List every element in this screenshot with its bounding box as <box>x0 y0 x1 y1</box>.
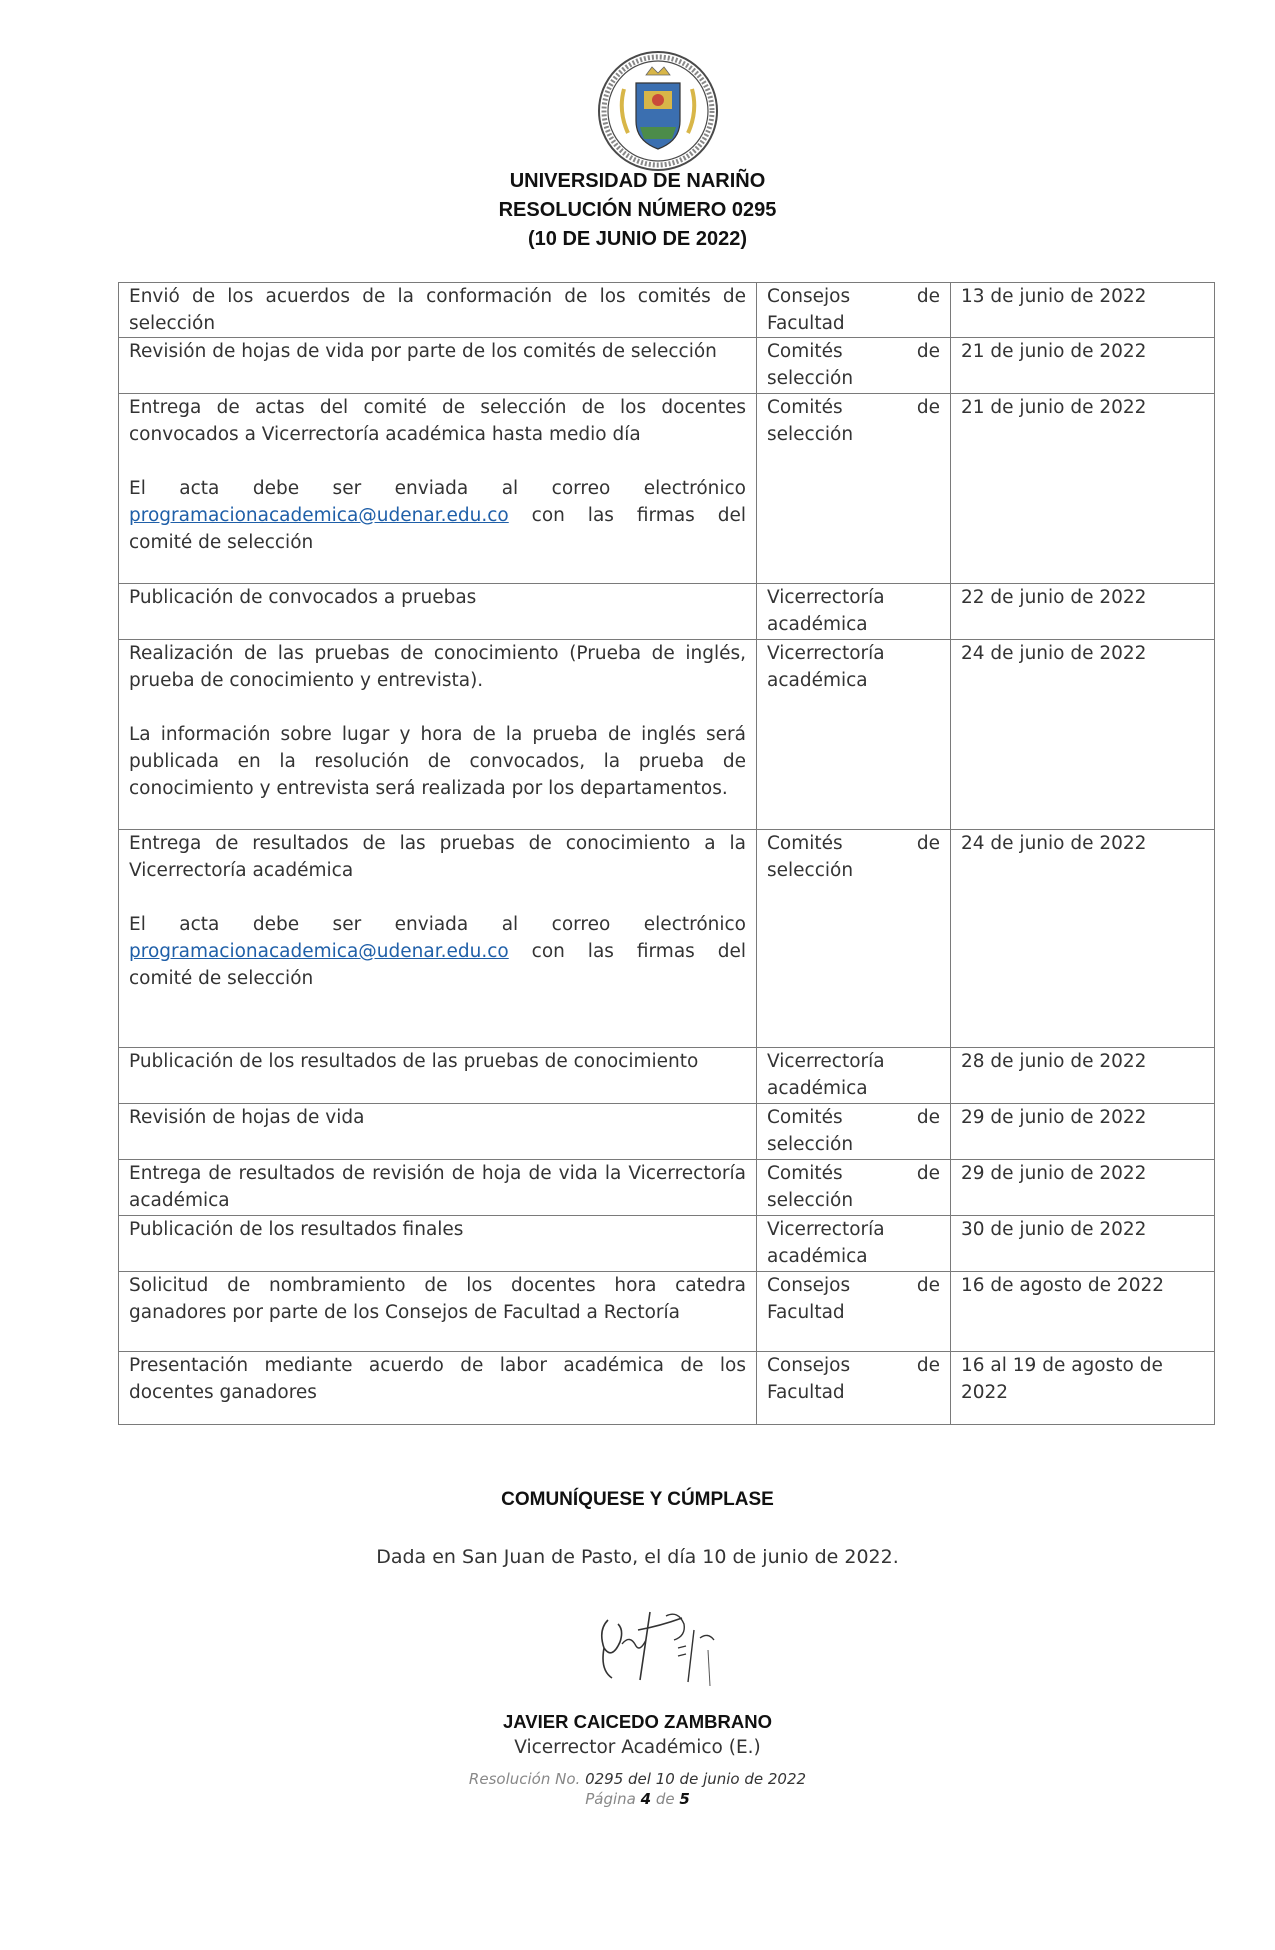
responsible-cell <box>757 830 951 1048</box>
schedule-row <box>119 640 1215 830</box>
activity-cell <box>119 283 757 338</box>
responsible-text: selección <box>767 424 854 445</box>
responsible-connector: de <box>916 341 940 362</box>
signer-name: JAVIER CAICEDO ZAMBRANO <box>503 1711 772 1732</box>
responsible-connector: de <box>916 1163 940 1184</box>
responsible-text: Comités <box>767 341 843 362</box>
responsible-cell <box>757 1216 951 1272</box>
responsible-text: selección <box>767 1190 854 1211</box>
schedule-row <box>119 338 1215 394</box>
activity-text: Realización de las pruebas de conocimiento (Prueba de inglés, prueba de conocimiento y entrevista). <box>129 643 746 691</box>
activity-text: Envió de los acuerdos de la conformación de los comités de selección <box>129 286 746 334</box>
schedule-table <box>118 282 1215 1425</box>
activity-note <box>129 475 746 556</box>
responsible-text: Vicerrectoría <box>767 1051 885 1072</box>
responsible-cell <box>757 584 951 640</box>
activity-cell <box>119 1216 757 1272</box>
activity-text: Entrega de actas del comité de selección de los docentes convocados a Vicerrectoría académica hasta medio día <box>129 397 746 445</box>
responsible-text: académica <box>767 670 868 691</box>
footer-page-number <box>0 1790 1275 1808</box>
responsible-cell <box>757 1352 951 1425</box>
responsible-text: Consejos <box>767 1355 851 1376</box>
date-cell: 29 de junio de 2022 <box>951 1160 1215 1216</box>
responsible-line <box>767 1160 940 1187</box>
responsible-cell <box>757 394 951 584</box>
schedule-row <box>119 394 1215 584</box>
activity-note <box>129 911 746 992</box>
activity-text: Publicación de los resultados finales <box>129 1219 464 1240</box>
responsible-connector: de <box>916 833 940 854</box>
responsible-text: Vicerrectoría <box>767 1219 885 1240</box>
footer-page-of: de <box>655 1790 675 1808</box>
schedule-row <box>119 1048 1215 1104</box>
responsible-text: Facultad <box>767 313 845 334</box>
activity-note-text: con las firmas del comité de selección <box>129 941 746 989</box>
responsible-text: Comités <box>767 1163 843 1184</box>
activity-text: Presentación mediante acuerdo de labor académica de los docentes ganadores <box>129 1355 746 1403</box>
resolution-number: RESOLUCIÓN NÚMERO 0295 <box>498 199 777 221</box>
responsible-text: Comités <box>767 833 843 854</box>
footer-resolution-label: Resolución No. <box>468 1770 581 1788</box>
date-cell: 21 de junio de 2022 <box>951 394 1215 584</box>
university-name: UNIVERSIDAD DE NARIÑO <box>509 170 766 192</box>
responsible-text: académica <box>767 1078 868 1099</box>
footer-page-current: 4 <box>640 1790 652 1808</box>
activity-cell <box>119 1104 757 1160</box>
responsible-connector: de <box>916 1355 940 1376</box>
closing-formula: COMUNÍQUESE Y CÚMPLASE <box>501 1489 774 1510</box>
responsible-text: Vicerrectoría <box>767 643 885 664</box>
activity-cell <box>119 830 757 1048</box>
university-seal-icon <box>596 49 720 173</box>
responsible-line <box>767 1216 940 1243</box>
responsible-cell <box>757 1104 951 1160</box>
date-cell: 24 de junio de 2022 <box>951 830 1215 1048</box>
responsible-text: académica <box>767 1246 868 1267</box>
footer-resolution <box>0 1770 1275 1788</box>
activity-cell <box>119 1272 757 1352</box>
responsible-text: selección <box>767 860 854 881</box>
responsible-line <box>767 1048 940 1075</box>
footer-page-total: 5 <box>679 1790 690 1808</box>
activity-cell <box>119 1352 757 1425</box>
responsible-text: Comités <box>767 397 843 418</box>
issued-statement: Dada en San Juan de Pasto, el día 10 de junio de 2022. <box>376 1546 899 1568</box>
schedule-row <box>119 1352 1215 1425</box>
schedule-row <box>119 1160 1215 1216</box>
responsible-line <box>767 1352 940 1379</box>
responsible-text: Facultad <box>767 1302 845 1323</box>
date-cell: 30 de junio de 2022 <box>951 1216 1215 1272</box>
responsible-line <box>767 283 940 310</box>
activity-note-text: El acta debe ser enviada al correo electrónico <box>129 478 746 499</box>
responsible-line <box>767 338 940 365</box>
activity-text: Publicación de convocados a pruebas <box>129 587 477 608</box>
footer-page-label: Página <box>585 1790 636 1808</box>
date-cell: 24 de junio de 2022 <box>951 640 1215 830</box>
signer-role: Vicerrector Académico (E.) <box>514 1737 761 1758</box>
activity-cell <box>119 394 757 584</box>
activity-note-text: El acta debe ser enviada al correo electrónico <box>129 914 746 935</box>
handwritten-signature <box>590 1590 730 1690</box>
responsible-text: Comités <box>767 1107 843 1128</box>
activity-text: Revisión de hojas de vida por parte de los comités de selección <box>129 341 717 362</box>
responsible-cell <box>757 283 951 338</box>
responsible-line <box>767 1104 940 1131</box>
activity-text: Solicitud de nombramiento de los docentes hora catedra ganadores por parte de los Consejos de Facultad a Rectoría <box>129 1275 746 1323</box>
schedule-row <box>119 283 1215 338</box>
activity-cell <box>119 584 757 640</box>
responsible-text: Consejos <box>767 286 851 307</box>
responsible-connector: de <box>916 286 940 307</box>
email-link[interactable]: programacionacademica@udenar.edu.co <box>129 941 509 962</box>
activity-text: La información sobre lugar y hora de la prueba de inglés será publicada en la resolución de convocados, la prueba de conocimiento y entrevista será realizada por los departamentos. <box>129 724 746 799</box>
responsible-text: selección <box>767 368 854 389</box>
resolution-date: (10 DE JUNIO DE 2022) <box>528 228 747 250</box>
activity-text: Revisión de hojas de vida <box>129 1107 365 1128</box>
responsible-connector: de <box>916 1107 940 1128</box>
responsible-cell <box>757 1048 951 1104</box>
date-cell: 16 de agosto de 2022 <box>951 1272 1215 1352</box>
responsible-cell <box>757 1160 951 1216</box>
schedule-row <box>119 1272 1215 1352</box>
activity-note-text: con las firmas del comité de selección <box>129 505 746 553</box>
responsible-line <box>767 584 940 611</box>
date-cell: 29 de junio de 2022 <box>951 1104 1215 1160</box>
responsible-text: Consejos <box>767 1275 851 1296</box>
responsible-cell <box>757 640 951 830</box>
activity-text: Entrega de resultados de las pruebas de conocimiento a la Vicerrectoría académica <box>129 833 746 881</box>
date-cell: 22 de junio de 2022 <box>951 584 1215 640</box>
responsible-text: selección <box>767 1134 854 1155</box>
activity-text: Publicación de los resultados de las pruebas de conocimiento <box>129 1051 699 1072</box>
schedule-row <box>119 1104 1215 1160</box>
date-cell: 28 de junio de 2022 <box>951 1048 1215 1104</box>
activity-cell <box>119 1160 757 1216</box>
activity-text: Entrega de resultados de revisión de hoja de vida la Vicerrectoría académica <box>129 1163 746 1211</box>
schedule-row <box>119 1216 1215 1272</box>
activity-cell <box>119 640 757 830</box>
responsible-connector: de <box>916 1275 940 1296</box>
responsible-cell <box>757 338 951 394</box>
date-cell: 16 al 19 de agosto de 2022 <box>951 1352 1215 1425</box>
date-cell: 21 de junio de 2022 <box>951 338 1215 394</box>
email-link[interactable]: programacionacademica@udenar.edu.co <box>129 505 509 526</box>
responsible-text: Vicerrectoría <box>767 587 885 608</box>
responsible-text: Facultad <box>767 1382 845 1403</box>
activity-cell <box>119 338 757 394</box>
responsible-text: académica <box>767 614 868 635</box>
footer-resolution-value: 0295 del 10 de junio de 2022 <box>585 1770 807 1788</box>
responsible-connector: de <box>916 397 940 418</box>
responsible-line <box>767 640 940 667</box>
responsible-line <box>767 394 940 421</box>
responsible-line <box>767 1272 940 1299</box>
responsible-cell <box>757 1272 951 1352</box>
activity-cell <box>119 1048 757 1104</box>
schedule-row <box>119 584 1215 640</box>
date-cell: 13 de junio de 2022 <box>951 283 1215 338</box>
responsible-line <box>767 830 940 857</box>
schedule-row <box>119 830 1215 1048</box>
